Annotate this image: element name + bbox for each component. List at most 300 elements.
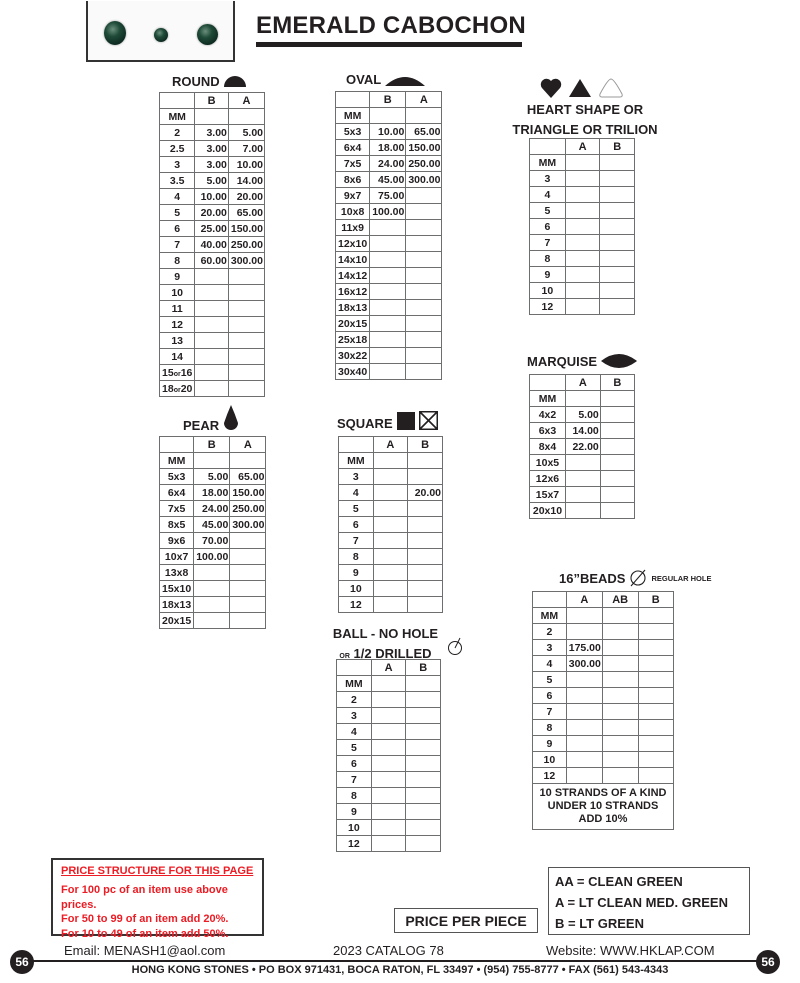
table-row (336, 204, 442, 220)
price-cell (565, 187, 600, 203)
table-row (337, 740, 441, 756)
price-cell (230, 453, 266, 469)
size-cell: 4x2 (530, 407, 566, 423)
price-cell (638, 768, 673, 784)
footer-rule (30, 960, 760, 962)
price-cell (228, 317, 264, 333)
table-row (530, 219, 635, 235)
grade-b: B = LT GREEN (555, 916, 644, 931)
size-cell: 9 (160, 269, 195, 285)
table-row (530, 283, 635, 299)
price-cell (406, 220, 442, 236)
price-cell (638, 736, 673, 752)
price-cell (370, 108, 406, 124)
size-cell: 10 (533, 752, 567, 768)
column-header: B (406, 660, 441, 676)
price-cell (406, 740, 441, 756)
gem-small (154, 28, 168, 42)
size-cell: 20x15 (160, 613, 194, 629)
table-row (530, 267, 635, 283)
size-cell: 8x4 (530, 439, 566, 455)
table-row (336, 284, 442, 300)
price-cell (408, 565, 443, 581)
price-cell: 150.00 (230, 485, 266, 501)
price-cell (600, 503, 634, 519)
price-cell (194, 597, 230, 613)
price-cell (371, 676, 406, 692)
price-cell (195, 109, 229, 125)
price-cell: 70.00 (194, 533, 230, 549)
price-cell: 3.00 (195, 141, 229, 157)
size-cell: 3 (530, 171, 566, 187)
price-cell (565, 219, 600, 235)
price-cell (230, 549, 266, 565)
square-label: SQUARE (337, 416, 393, 431)
price-cell (406, 756, 441, 772)
price-cell (565, 235, 600, 251)
table-row (533, 768, 674, 784)
size-cell: 5x3 (336, 124, 370, 140)
price-cell (230, 597, 266, 613)
table-row (336, 124, 442, 140)
size-cell: 3.5 (160, 173, 195, 189)
price-cell (565, 267, 600, 283)
column-header: B (600, 139, 635, 155)
price-cell (600, 391, 634, 407)
price-cell (406, 284, 442, 300)
size-cell: 15x7 (530, 487, 566, 503)
size-cell: 10 (339, 581, 374, 597)
oval-label: OVAL (346, 72, 382, 87)
size-cell: 30x40 (336, 364, 370, 380)
price-cell: 20.00 (228, 189, 264, 205)
heart-icon (540, 78, 562, 98)
table-row (530, 391, 635, 407)
price-cell (600, 235, 635, 251)
price-cell (406, 788, 441, 804)
price-cell: 300.00 (406, 172, 442, 188)
table-row (339, 453, 443, 469)
table-row (336, 268, 442, 284)
table-row (336, 348, 442, 364)
price-cell (566, 608, 602, 624)
size-cell: 5 (160, 205, 195, 221)
price-cell (600, 251, 635, 267)
table-row (337, 692, 441, 708)
size-cell: 12 (533, 768, 567, 784)
price-cell (406, 204, 442, 220)
column-header: A (565, 375, 600, 391)
table-row (530, 203, 635, 219)
emerald-photo (86, 1, 235, 62)
footer-email[interactable]: Email: MENASH1@aol.com (64, 943, 226, 958)
column-header (336, 92, 370, 108)
price-cell: 75.00 (370, 188, 406, 204)
size-cell: 9 (339, 565, 374, 581)
size-cell: 7 (530, 235, 566, 251)
table-row (533, 720, 674, 736)
table-row (530, 423, 635, 439)
table-row (339, 565, 443, 581)
price-cell: 10.00 (370, 124, 406, 140)
price-cell: 18.00 (194, 485, 230, 501)
price-cell (195, 269, 229, 285)
pear-price-table (159, 436, 266, 629)
size-cell: 4 (533, 656, 567, 672)
table-row (336, 156, 442, 172)
size-cell: 4 (530, 187, 566, 203)
size-cell: 7 (533, 704, 567, 720)
size-cell: 12x10 (336, 236, 370, 252)
price-cell: 300.00 (230, 517, 266, 533)
price-cell: 45.00 (370, 172, 406, 188)
table-row (339, 533, 443, 549)
price-cell (638, 704, 673, 720)
price-cell (406, 348, 442, 364)
price-cell: 20.00 (195, 205, 229, 221)
price-cell: 5.00 (565, 407, 600, 423)
size-cell: 30x22 (336, 348, 370, 364)
half-dome-icon (224, 76, 246, 87)
price-structure-line: For 10 to 49 of an item add 50%. (61, 927, 229, 940)
price-cell (566, 736, 602, 752)
price-cell (566, 672, 602, 688)
table-row (160, 517, 266, 533)
price-cell (600, 283, 635, 299)
price-cell (600, 299, 635, 315)
size-cell: 7 (337, 772, 372, 788)
table-row (160, 365, 265, 381)
size-cell: 6x4 (336, 140, 370, 156)
table-header-row (160, 437, 266, 453)
size-cell: 9 (533, 736, 567, 752)
table-row (530, 299, 635, 315)
size-cell: 7x5 (160, 501, 194, 517)
column-header: B (408, 437, 443, 453)
price-cell (638, 752, 673, 768)
table-row (160, 205, 265, 221)
beads-subtitle: REGULAR HOLE (651, 573, 712, 583)
price-cell (602, 752, 638, 768)
size-cell: 5x3 (160, 469, 194, 485)
column-header: A (406, 92, 442, 108)
oval-title (346, 72, 425, 87)
price-cell (638, 640, 673, 656)
table-row (160, 533, 266, 549)
size-cell: 12 (160, 317, 195, 333)
column-header (160, 437, 194, 453)
table-row (160, 157, 265, 173)
size-cell: MM (530, 391, 566, 407)
price-cell (638, 672, 673, 688)
table-row (530, 503, 635, 519)
size-cell: 6x3 (530, 423, 566, 439)
table-row (336, 300, 442, 316)
size-cell: 3 (337, 708, 372, 724)
table-row (533, 672, 674, 688)
table-row (160, 237, 265, 253)
half-drilled-ball-icon (447, 636, 465, 656)
price-cell (371, 820, 406, 836)
price-cell (370, 332, 406, 348)
table-row (160, 317, 265, 333)
table-row (337, 756, 441, 772)
triangle-icon (568, 78, 592, 98)
size-cell: 7 (339, 533, 374, 549)
price-cell (406, 188, 442, 204)
table-row (339, 485, 443, 501)
price-cell (194, 453, 230, 469)
column-header: AB (602, 592, 638, 608)
price-cell: 14.00 (565, 423, 600, 439)
price-cell (195, 317, 229, 333)
column-header (339, 437, 374, 453)
price-cell (371, 740, 406, 756)
gem-medium (197, 24, 218, 45)
price-cell: 300.00 (228, 253, 264, 269)
ball-price-table (336, 659, 441, 852)
price-cell (371, 724, 406, 740)
price-cell (565, 203, 600, 219)
size-cell: 12x6 (530, 471, 566, 487)
column-header: B (194, 437, 230, 453)
table-row (337, 676, 441, 692)
heart-label-line1: HEART SHAPE OR (526, 102, 644, 117)
price-cell (370, 220, 406, 236)
price-cell (195, 349, 229, 365)
size-cell: 5 (530, 203, 566, 219)
price-cell (373, 501, 407, 517)
table-row (160, 221, 265, 237)
price-cell (228, 349, 264, 365)
size-cell: 20x15 (336, 316, 370, 332)
grade-aa: AA = CLEAN GREEN (555, 874, 683, 889)
table-row (160, 597, 266, 613)
size-cell: 10 (337, 820, 372, 836)
page-number-right: 56 (756, 950, 780, 974)
price-cell (373, 517, 407, 533)
price-cell (370, 316, 406, 332)
price-cell (600, 487, 634, 503)
price-cell (228, 301, 264, 317)
size-cell: 6 (533, 688, 567, 704)
size-cell: 15x10 (160, 581, 194, 597)
price-cell (406, 804, 441, 820)
price-cell (638, 720, 673, 736)
round-title (172, 74, 246, 89)
price-cell: 5.00 (195, 173, 229, 189)
heart-label-line2: TRIANGLE OR TRILION (512, 122, 658, 137)
table-row (160, 549, 266, 565)
size-cell: 13x8 (160, 565, 194, 581)
price-cell (406, 236, 442, 252)
price-cell (371, 772, 406, 788)
beads-note-line: ADD 10% (578, 813, 628, 825)
marquise-title (527, 353, 637, 369)
price-cell: 250.00 (228, 237, 264, 253)
footer-address: HONG KONG STONES • PO BOX 971431, BOCA RATON, FL 33497 • (954) 755-8777 • FAX (561) 543-4343 (131, 964, 669, 976)
table-row (336, 108, 442, 124)
price-cell (566, 768, 602, 784)
table-row (337, 820, 441, 836)
size-cell: 8x5 (160, 517, 194, 533)
price-cell (566, 752, 602, 768)
price-cell (406, 820, 441, 836)
table-row (160, 125, 265, 141)
price-cell: 100.00 (194, 549, 230, 565)
column-header: A (230, 437, 266, 453)
price-cell (370, 284, 406, 300)
column-header: A (566, 592, 602, 608)
ball-label-or: OR (339, 653, 350, 660)
size-cell: 18x13 (336, 300, 370, 316)
size-cell: 3 (160, 157, 195, 173)
size-cell: 15or16 (160, 365, 195, 381)
price-cell (230, 613, 266, 629)
price-cell (602, 736, 638, 752)
table-row (337, 708, 441, 724)
table-row (530, 407, 635, 423)
price-cell: 65.00 (406, 124, 442, 140)
size-cell: 14x10 (336, 252, 370, 268)
heart-triangle-trilion-icons (540, 78, 624, 98)
table-row (336, 220, 442, 236)
size-cell: 6 (160, 221, 195, 237)
size-cell: 2 (533, 624, 567, 640)
size-cell: MM (160, 453, 194, 469)
price-cell: 22.00 (565, 439, 600, 455)
price-cell (373, 533, 407, 549)
size-cell: 7x5 (336, 156, 370, 172)
beads-note (533, 784, 674, 830)
price-cell (373, 565, 407, 581)
price-cell (370, 252, 406, 268)
table-row (336, 316, 442, 332)
column-header: A (565, 139, 600, 155)
price-cell (408, 501, 443, 517)
table-row (160, 285, 265, 301)
price-cell: 60.00 (195, 253, 229, 269)
price-cell (230, 565, 266, 581)
oval-price-table (335, 91, 442, 380)
table-row (160, 301, 265, 317)
price-cell (373, 597, 407, 613)
price-cell (600, 455, 634, 471)
trilion-icon (598, 78, 624, 98)
price-cell (600, 219, 635, 235)
price-cell (195, 301, 229, 317)
price-cell: 65.00 (228, 205, 264, 221)
beads-note-line: UNDER 10 STRANDS (547, 800, 659, 812)
table-row (339, 517, 443, 533)
size-cell: 9 (530, 267, 566, 283)
size-cell: 2 (160, 125, 195, 141)
price-cell (228, 285, 264, 301)
column-header (337, 660, 372, 676)
size-cell: 4 (339, 485, 374, 501)
footer-website[interactable]: Website: WWW.HKLAP.COM (546, 943, 715, 958)
price-cell (565, 471, 600, 487)
table-row (160, 141, 265, 157)
price-cell (600, 439, 634, 455)
price-cell (406, 708, 441, 724)
table-row (160, 469, 266, 485)
size-cell: 4 (160, 189, 195, 205)
table-header-row (336, 92, 442, 108)
price-cell (602, 624, 638, 640)
table-row (530, 235, 635, 251)
table-row (530, 455, 635, 471)
price-cell (195, 381, 229, 397)
price-cell (373, 581, 407, 597)
price-cell (371, 708, 406, 724)
beads-label: 16”BEADS (559, 570, 626, 586)
size-cell: 6 (337, 756, 372, 772)
size-cell: 14x12 (336, 268, 370, 284)
size-cell: 7 (160, 237, 195, 253)
price-cell: 14.00 (228, 173, 264, 189)
size-cell: 11x9 (336, 220, 370, 236)
table-row (530, 487, 635, 503)
heart-title (500, 102, 670, 138)
table-row (337, 772, 441, 788)
table-row (533, 640, 674, 656)
oval-dome-icon (385, 74, 425, 86)
size-cell: 10 (160, 285, 195, 301)
price-cell (566, 720, 602, 736)
size-cell: 20x10 (530, 503, 566, 519)
table-row (160, 453, 266, 469)
price-cell (373, 485, 407, 501)
price-cell (406, 300, 442, 316)
square-icon (397, 412, 415, 430)
price-cell (406, 268, 442, 284)
price-cell (565, 251, 600, 267)
price-cell: 65.00 (230, 469, 266, 485)
price-cell (371, 692, 406, 708)
size-cell: 12 (339, 597, 374, 613)
round-price-table (159, 92, 265, 397)
price-cell (230, 581, 266, 597)
price-structure-line: For 100 pc of an item use above prices. (61, 884, 228, 911)
price-cell (565, 487, 600, 503)
size-cell: 5 (337, 740, 372, 756)
price-cell (600, 155, 635, 171)
price-cell (406, 676, 441, 692)
table-row (336, 236, 442, 252)
price-cell (370, 300, 406, 316)
price-per-piece-label: PRICE PER PIECE (394, 908, 538, 933)
price-cell (370, 236, 406, 252)
price-cell: 150.00 (406, 140, 442, 156)
table-row (339, 469, 443, 485)
price-cell (600, 423, 634, 439)
price-cell (565, 391, 600, 407)
table-header-row (160, 93, 265, 109)
grade-legend (548, 867, 750, 935)
size-cell: MM (160, 109, 195, 125)
price-cell (638, 624, 673, 640)
table-row (336, 332, 442, 348)
price-cell (406, 332, 442, 348)
price-cell: 5.00 (228, 125, 264, 141)
price-cell (408, 549, 443, 565)
size-cell: 25x18 (336, 332, 370, 348)
table-row (530, 251, 635, 267)
price-cell: 3.00 (195, 157, 229, 173)
table-row (533, 704, 674, 720)
table-header-row (530, 375, 635, 391)
